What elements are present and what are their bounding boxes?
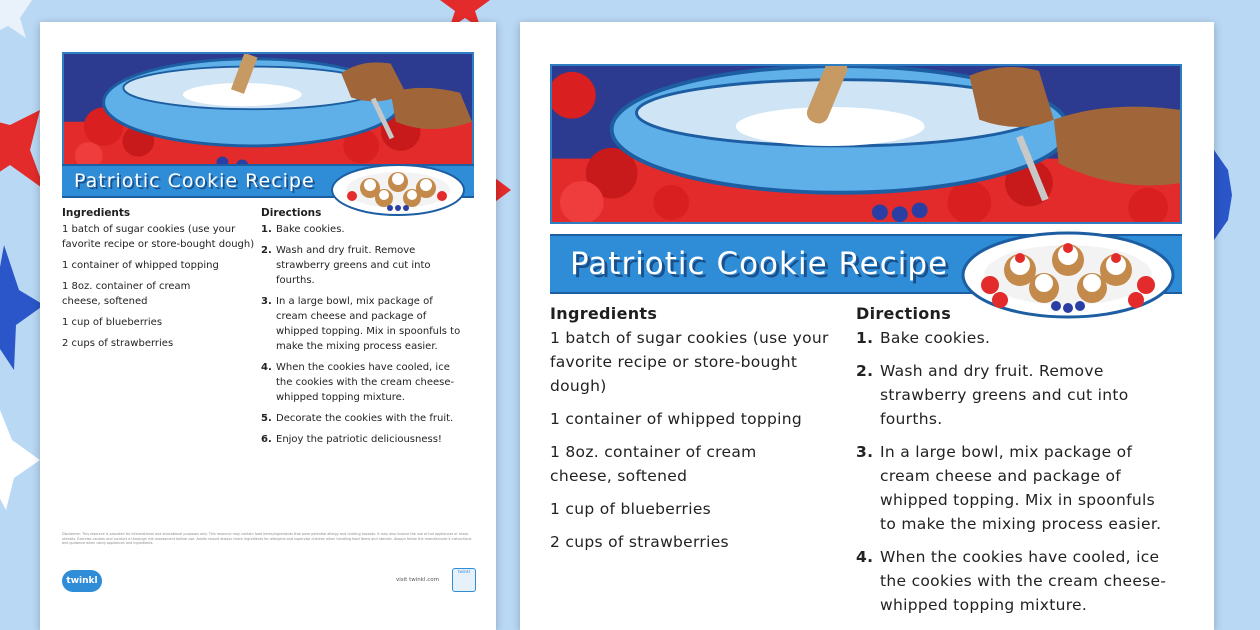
direction-item	[261, 360, 475, 405]
direction-number: 4.	[856, 548, 874, 566]
ingredient-item: 2 cups of strawberries	[62, 338, 174, 349]
direction-item	[261, 294, 475, 354]
direction-number: 1.	[856, 329, 874, 347]
ingredient-item: 1 container of whipped topping	[550, 410, 803, 428]
ingredient-item: 1 8oz. container of cream cheese, softened	[62, 281, 191, 307]
direction-text: Enjoy the patriotic deliciousness!	[276, 434, 442, 445]
direction-item	[856, 545, 1186, 617]
ingredient-item: 1 batch of sugar cookies (use your favorite recipe or store-bought dough)	[550, 329, 829, 395]
recipe-page-zoomed	[520, 22, 1214, 630]
direction-text: Bake cookies.	[880, 329, 991, 347]
direction-item	[261, 222, 475, 237]
direction-text: When the cookies have cooled, ice the cookies with the cream cheese-whipped topping mixture.	[276, 362, 455, 403]
ingredients-column	[550, 302, 850, 563]
direction-number: 3.	[261, 296, 272, 307]
direction-number: 1.	[261, 224, 272, 235]
direction-number: 3.	[856, 443, 874, 461]
twinkl-logo: twinkl	[62, 570, 102, 592]
page-title: Patriotic Cookie Recipe	[570, 246, 949, 282]
recipe-page-thumbnail	[40, 22, 496, 630]
white-star-icon	[0, 0, 40, 40]
direction-item	[261, 243, 475, 288]
direction-text: Wash and dry fruit. Remove strawberry greens and cut into fourths.	[880, 362, 1129, 428]
direction-text: In a large bowl, mix package of cream cheese and package of whipped topping. Mix in spoonfuls to make the mixing process easier.	[276, 296, 461, 352]
ingredient-item: 1 container of whipped topping	[62, 260, 219, 271]
ingredient-item: 1 8oz. container of cream cheese, softened	[550, 443, 757, 485]
directions-column	[261, 206, 475, 453]
footer-url: visit twinkl.com	[396, 577, 439, 583]
direction-item	[261, 411, 475, 426]
ingredients-heading: Ingredients	[550, 304, 658, 323]
directions-heading: Directions	[856, 304, 952, 323]
ingredients-heading: Ingredients	[62, 207, 131, 219]
direction-number: 6.	[261, 434, 272, 445]
direction-item	[856, 440, 1186, 536]
direction-number: 4.	[261, 362, 272, 373]
page-title: Patriotic Cookie Recipe	[74, 170, 315, 192]
ingredient-item: 1 cup of blueberries	[550, 500, 712, 518]
direction-number: 5.	[261, 413, 272, 424]
twinkl-badge-icon: twinkl	[452, 568, 476, 592]
ingredient-item: 2 cups of strawberries	[550, 533, 729, 551]
red-star-icon	[0, 95, 45, 205]
direction-number: 2.	[856, 362, 874, 380]
directions-column	[856, 302, 1186, 626]
direction-text: Wash and dry fruit. Remove strawberry greens and cut into fourths.	[276, 245, 431, 286]
disclaimer-text: Disclaimer: This resource is provided for informational and educational purposes only. This resource may contain food items/ingredients that pose potential allergy and choking hazards. It may also involve the use of hot appliances or sharp utensils. Exercise caution and conduct a thorough risk assessment before use. Adults should always check ingredients for allergens and supervise children when handling food items and utensils. Always follow the manufacturer's instructions and guidance when using appliances and ingredients.	[62, 532, 472, 546]
direction-text: In a large bowl, mix package of cream cheese and package of whipped topping. Mix in spoonfuls to make the mixing process easier.	[880, 443, 1162, 533]
ingredient-item: 1 cup of blueberries	[62, 317, 163, 328]
ingredients-column	[62, 206, 258, 357]
directions-heading: Directions	[261, 207, 322, 219]
direction-item	[856, 326, 1186, 350]
ingredient-item: 1 batch of sugar cookies (use your favorite recipe or store-bought dough)	[62, 224, 255, 250]
direction-item	[261, 432, 475, 447]
blue-star-icon	[1214, 150, 1236, 240]
direction-text: When the cookies have cooled, ice the cookies with the cream cheese-whipped topping mixture.	[880, 548, 1167, 614]
direction-text: Bake cookies.	[276, 224, 345, 235]
direction-text: Decorate the cookies with the fruit.	[276, 413, 454, 424]
direction-number: 2.	[261, 245, 272, 256]
direction-item	[856, 359, 1186, 431]
mixing-bowl-illustration	[550, 64, 1182, 224]
white-star-icon	[0, 410, 42, 510]
